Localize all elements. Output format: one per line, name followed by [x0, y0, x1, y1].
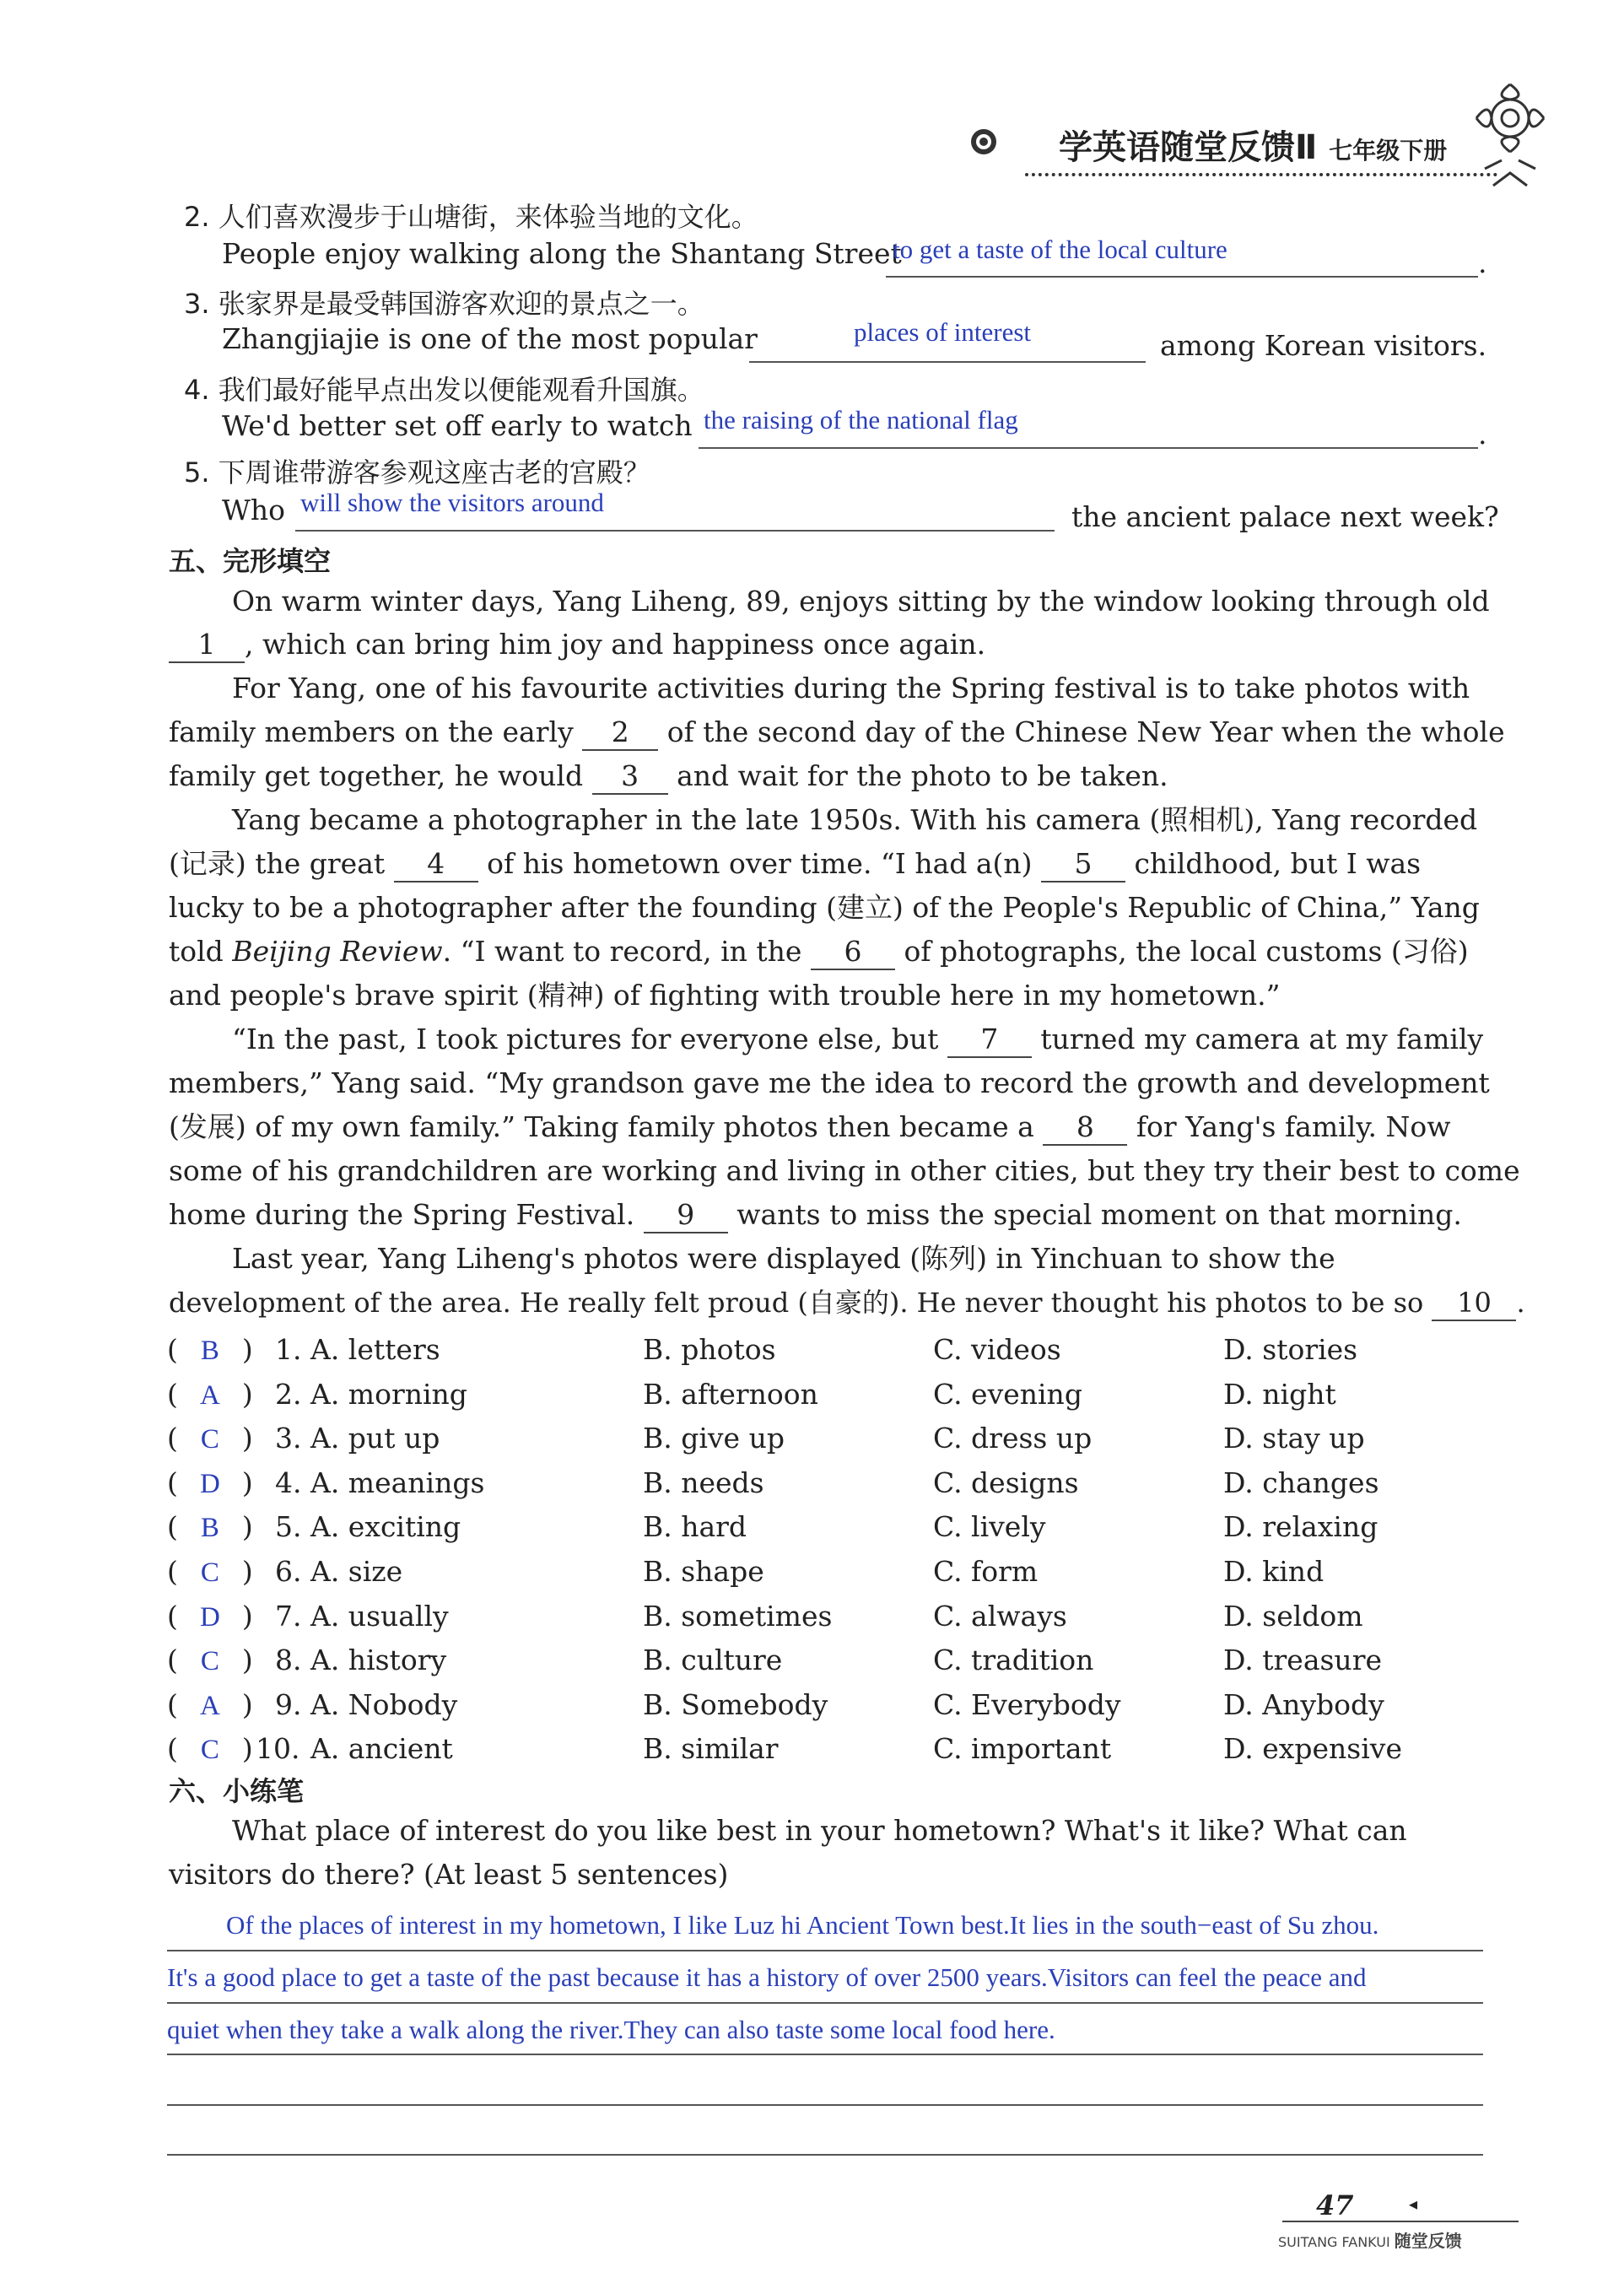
question-number: 3. — [275, 1422, 302, 1455]
q5-answer-line — [295, 530, 1055, 532]
option-b[interactable]: B. shape — [643, 1555, 764, 1588]
q3-answer-line — [749, 361, 1146, 363]
cloze-line — [169, 1286, 1525, 1321]
series-en: SUITANG FANKUI — [1278, 2234, 1390, 2250]
footer-rule — [1282, 2221, 1519, 2222]
answer-bracket[interactable]: ( C ) — [167, 1553, 253, 1591]
q3-suffix: among Korean visitors. — [1160, 329, 1487, 362]
option-d[interactable]: D. stories — [1223, 1333, 1358, 1366]
cloze-heading: 五、完形填空 — [169, 545, 332, 577]
q4-suffix: . — [1478, 418, 1487, 451]
cloze-text: (记录) the great — [169, 847, 386, 880]
blank-10: 10 — [1432, 1286, 1516, 1321]
arrow-icon: ◂ — [1409, 2194, 1418, 2214]
answer-bracket[interactable]: ( C ) — [167, 1730, 253, 1768]
q2-number: 2. — [184, 201, 210, 233]
book-title — [1059, 121, 1447, 169]
cloze-line — [169, 759, 1168, 795]
footer-series — [1278, 2227, 1462, 2252]
option-b[interactable]: B. give up — [643, 1422, 785, 1455]
q2-english-prefix: People enjoy walking along the Shantang Street — [222, 237, 902, 270]
cloze-text: . — [1516, 1287, 1525, 1319]
option-d[interactable]: D. treasure — [1223, 1644, 1382, 1677]
option-b[interactable]: B. afternoon — [643, 1377, 818, 1411]
option-d[interactable]: D. stay up — [1223, 1422, 1365, 1455]
writing-prompt: What place of interest do you like best in your hometown? What's it like? What can — [232, 1814, 1407, 1847]
option-b[interactable]: B. culture — [643, 1644, 783, 1677]
option-c[interactable]: C. designs — [933, 1465, 1079, 1499]
option-a[interactable]: A. morning — [310, 1377, 467, 1411]
cloze-text: and wait for the photo to be taken. — [677, 759, 1168, 792]
question-number: 1. — [275, 1333, 302, 1366]
question-number: 8. — [275, 1644, 302, 1677]
option-c[interactable]: C. always — [933, 1599, 1067, 1633]
option-row — [167, 1642, 1483, 1679]
cloze-text: (发展) of my own family.” Taking family photos then became a — [169, 1110, 1034, 1143]
chosen-answer: D — [199, 1468, 220, 1499]
chosen-answer: C — [200, 1424, 219, 1455]
chosen-answer: C — [200, 1646, 219, 1677]
cloze-text: home during the Spring Festival. — [169, 1198, 635, 1231]
option-b[interactable]: B. needs — [643, 1465, 764, 1499]
answer-bracket[interactable]: ( D ) — [167, 1598, 253, 1636]
cloze-line — [169, 1110, 1450, 1146]
book-volume: Ⅱ — [1295, 128, 1318, 167]
q3-chinese — [184, 283, 704, 321]
option-b[interactable]: B. similar — [643, 1732, 779, 1766]
writing-line — [167, 2054, 1483, 2055]
cloze-text: wants to miss the special moment on that morning. — [736, 1198, 1462, 1231]
chosen-answer: B — [200, 1336, 219, 1366]
question-number: 7. — [275, 1599, 302, 1633]
answer-bracket[interactable]: ( B ) — [167, 1331, 253, 1369]
option-c[interactable]: C. dress up — [933, 1422, 1093, 1455]
answer-bracket[interactable]: ( D ) — [167, 1465, 253, 1503]
cloze-line — [169, 935, 1469, 970]
q3-chinese-text: 张家界是最受韩国游客欢迎的景点之一。 — [218, 288, 704, 320]
blank-2: 2 — [582, 715, 658, 751]
chosen-answer: A — [199, 1690, 220, 1721]
q4-chinese-text: 我们最好能早点出发以便能观看升国旗。 — [218, 374, 704, 406]
cloze-line: and people's brave spirit (精神) of fighting with trouble here in my hometown.” — [169, 979, 1281, 1012]
option-a[interactable]: A. Nobody — [310, 1687, 458, 1721]
cloze-line: some of his grandchildren are working and living in other cities, but they try their best to come — [169, 1154, 1520, 1187]
writing-prompt: visitors do there? (At least 5 sentences) — [169, 1858, 729, 1891]
series-cn: 随堂反馈 — [1394, 2231, 1462, 2251]
option-b[interactable]: B. hard — [643, 1510, 747, 1544]
writing-heading: 六、小练笔 — [169, 1775, 305, 1807]
writing-answer-line[interactable]: Of the places of interest in my hometown, I like Luz hi Ancient Town best.It lies in the south−east of Su zhou. — [226, 1910, 1379, 1940]
option-row — [167, 1730, 1483, 1768]
question-number: 6. — [275, 1555, 302, 1588]
cloze-text: of photographs, the local customs (习俗) — [904, 935, 1469, 968]
cloze-text: told — [169, 935, 224, 968]
cloze-text: of his hometown over time. “I had a(n) — [487, 847, 1033, 880]
option-row — [167, 1598, 1483, 1635]
blank-6: 6 — [811, 935, 895, 970]
option-row — [167, 1465, 1483, 1502]
cloze-text: . “I want to record, in the — [442, 935, 802, 968]
q4-english-prefix: We'd better set off early to watch — [222, 409, 693, 442]
cloze-line — [169, 847, 1421, 883]
question-number: 4. — [275, 1465, 302, 1499]
cloze-text: turned my camera at my family — [1040, 1023, 1484, 1055]
q5-number: 5. — [184, 456, 210, 488]
option-a[interactable]: A. history — [310, 1644, 447, 1677]
q5-english-prefix: Who — [222, 494, 286, 526]
cloze-text: for Yang's family. Now — [1136, 1110, 1451, 1143]
cloze-line: Yang became a photographer in the late 1950s. With his camera (照相机), Yang recorded — [232, 803, 1478, 836]
answer-bracket[interactable]: ( B ) — [167, 1509, 253, 1546]
option-d[interactable]: D. night — [1223, 1377, 1336, 1411]
option-row — [167, 1420, 1483, 1457]
chosen-answer: C — [200, 1557, 219, 1588]
option-c[interactable]: C. lively — [933, 1510, 1046, 1544]
cloze-text: of the second day of the Chinese New Year when the whole — [666, 715, 1505, 748]
q2-answer[interactable]: to get a taste of the local culture — [893, 235, 1227, 264]
blank-3: 3 — [592, 759, 668, 795]
cloze-text: development of the area. He really felt proud (自豪的). He never thought his photos to be so — [169, 1287, 1424, 1319]
question-number: 10. — [256, 1732, 300, 1766]
cloze-text: “In the past, I took pictures for everyone else, but — [232, 1023, 939, 1055]
answer-bracket[interactable]: ( C ) — [167, 1642, 253, 1680]
chosen-answer: C — [200, 1735, 219, 1766]
option-c[interactable]: C. Everybody — [933, 1687, 1121, 1721]
header-dotted-rule — [1025, 173, 1497, 176]
writing-line — [167, 2104, 1483, 2106]
option-a[interactable]: A. usually — [310, 1599, 449, 1633]
question-number: 9. — [275, 1687, 302, 1721]
cloze-line: For Yang, one of his favourite activities during the Spring festival is to take photos with — [232, 672, 1470, 704]
page-number: 47 — [1316, 2189, 1354, 2221]
cloze-text: childhood, but I was — [1134, 847, 1422, 880]
q3-english-prefix: Zhangjiajie is one of the most popular — [222, 322, 758, 355]
q5-suffix: the ancient palace next week? — [1071, 500, 1499, 533]
option-c[interactable]: C. videos — [933, 1333, 1061, 1366]
q2-chinese — [184, 196, 758, 235]
option-a[interactable]: A. put up — [310, 1422, 440, 1455]
q4-answer-line — [699, 447, 1478, 449]
answer-bracket[interactable]: ( A ) — [167, 1376, 253, 1414]
writing-line — [167, 2002, 1483, 2004]
option-c[interactable]: C. form — [933, 1555, 1039, 1588]
q2-answer-line — [886, 276, 1478, 278]
cloze-text: , which can bring him joy and happiness once again. — [245, 628, 986, 661]
writing-answer-line[interactable]: It's a good place to get a taste of the past because it has a history of over 2500 years.Visitors can feel the peace and — [167, 1962, 1367, 1992]
q2-chinese-text: 人们喜欢漫步于山塘街，来体验当地的文化。 — [218, 201, 758, 233]
cloze-text: family members on the early — [169, 715, 574, 748]
cloze-line: On warm winter days, Yang Liheng, 89, enjoys sitting by the window looking through old — [232, 585, 1490, 618]
option-row — [167, 1553, 1483, 1590]
option-d[interactable]: D. relaxing — [1223, 1510, 1379, 1544]
option-b[interactable]: B. photos — [643, 1333, 776, 1366]
cloze-line: lucky to be a photographer after the founding (建立) of the People's Republic of China,” Yang — [169, 891, 1480, 924]
blank-5: 5 — [1041, 847, 1125, 883]
option-d[interactable]: D. changes — [1223, 1465, 1379, 1499]
magazine-title: Beijing Review — [232, 935, 443, 968]
q5-answer[interactable]: will show the visitors around — [300, 488, 604, 517]
question-number: 2. — [275, 1377, 302, 1411]
chosen-answer: B — [200, 1513, 219, 1544]
answer-bracket[interactable]: ( A ) — [167, 1687, 253, 1725]
q4-number: 4. — [184, 374, 210, 406]
q5-chinese — [184, 451, 650, 490]
option-d[interactable]: D. kind — [1223, 1555, 1325, 1588]
option-d[interactable]: D. Anybody — [1223, 1687, 1384, 1721]
cloze-line — [169, 1198, 1462, 1233]
writing-line — [167, 1950, 1483, 1951]
chosen-answer: D — [199, 1601, 220, 1633]
blank-1: 1 — [169, 628, 245, 663]
option-b[interactable]: B. Somebody — [643, 1687, 828, 1721]
option-c[interactable]: C. tradition — [933, 1644, 1094, 1677]
q4-answer[interactable]: the raising of the national flag — [704, 405, 1018, 435]
option-c[interactable]: C. evening — [933, 1377, 1082, 1411]
option-a[interactable]: A. exciting — [310, 1510, 461, 1544]
header-logo-icon — [968, 127, 999, 160]
question-number: 5. — [275, 1510, 302, 1544]
book-title-text: 学英语随堂反馈 — [1059, 128, 1295, 167]
option-row — [167, 1687, 1483, 1724]
option-row — [167, 1509, 1483, 1546]
cloze-text: family get together, he would — [169, 759, 584, 792]
header-flower-icon — [1451, 67, 1569, 197]
cloze-line — [232, 1023, 1483, 1058]
writing-answer-line[interactable]: quiet when they take a walk along the river.They can also taste some local food here. — [167, 2015, 1055, 2044]
option-a[interactable]: A. ancient — [310, 1732, 453, 1766]
blank-7: 7 — [947, 1023, 1032, 1058]
q4-chinese — [184, 369, 704, 408]
q3-number: 3. — [184, 288, 210, 320]
q2-suffix: . — [1478, 246, 1487, 279]
option-b[interactable]: B. sometimes — [643, 1599, 833, 1633]
option-a[interactable]: A. meanings — [310, 1465, 485, 1499]
option-c[interactable]: C. important — [933, 1732, 1112, 1766]
writing-line — [167, 2154, 1483, 2156]
chosen-answer: A — [199, 1379, 220, 1411]
blank-9: 9 — [644, 1198, 728, 1233]
option-d[interactable]: D. seldom — [1223, 1599, 1363, 1633]
option-d[interactable]: D. expensive — [1223, 1732, 1402, 1766]
option-row — [167, 1331, 1483, 1368]
option-a[interactable]: A. size — [310, 1555, 403, 1588]
cloze-line: Last year, Yang Liheng's photos were displayed (陈列) in Yinchuan to show the — [232, 1242, 1335, 1275]
cloze-line — [169, 715, 1505, 751]
option-row — [167, 1376, 1483, 1413]
cloze-line — [169, 628, 985, 663]
blank-8: 8 — [1043, 1110, 1127, 1146]
blank-4: 4 — [394, 847, 478, 883]
answer-bracket[interactable]: ( C ) — [167, 1420, 253, 1458]
grade-label: 七年级下册 — [1329, 137, 1448, 165]
q3-answer[interactable]: places of interest — [854, 317, 1032, 347]
q5-chinese-text: 下周谁带游客参观这座古老的宫殿？ — [218, 456, 650, 488]
option-a[interactable]: A. letters — [310, 1333, 440, 1366]
cloze-line: members,” Yang said. “My grandson gave me the idea to record the growth and development — [169, 1066, 1490, 1099]
